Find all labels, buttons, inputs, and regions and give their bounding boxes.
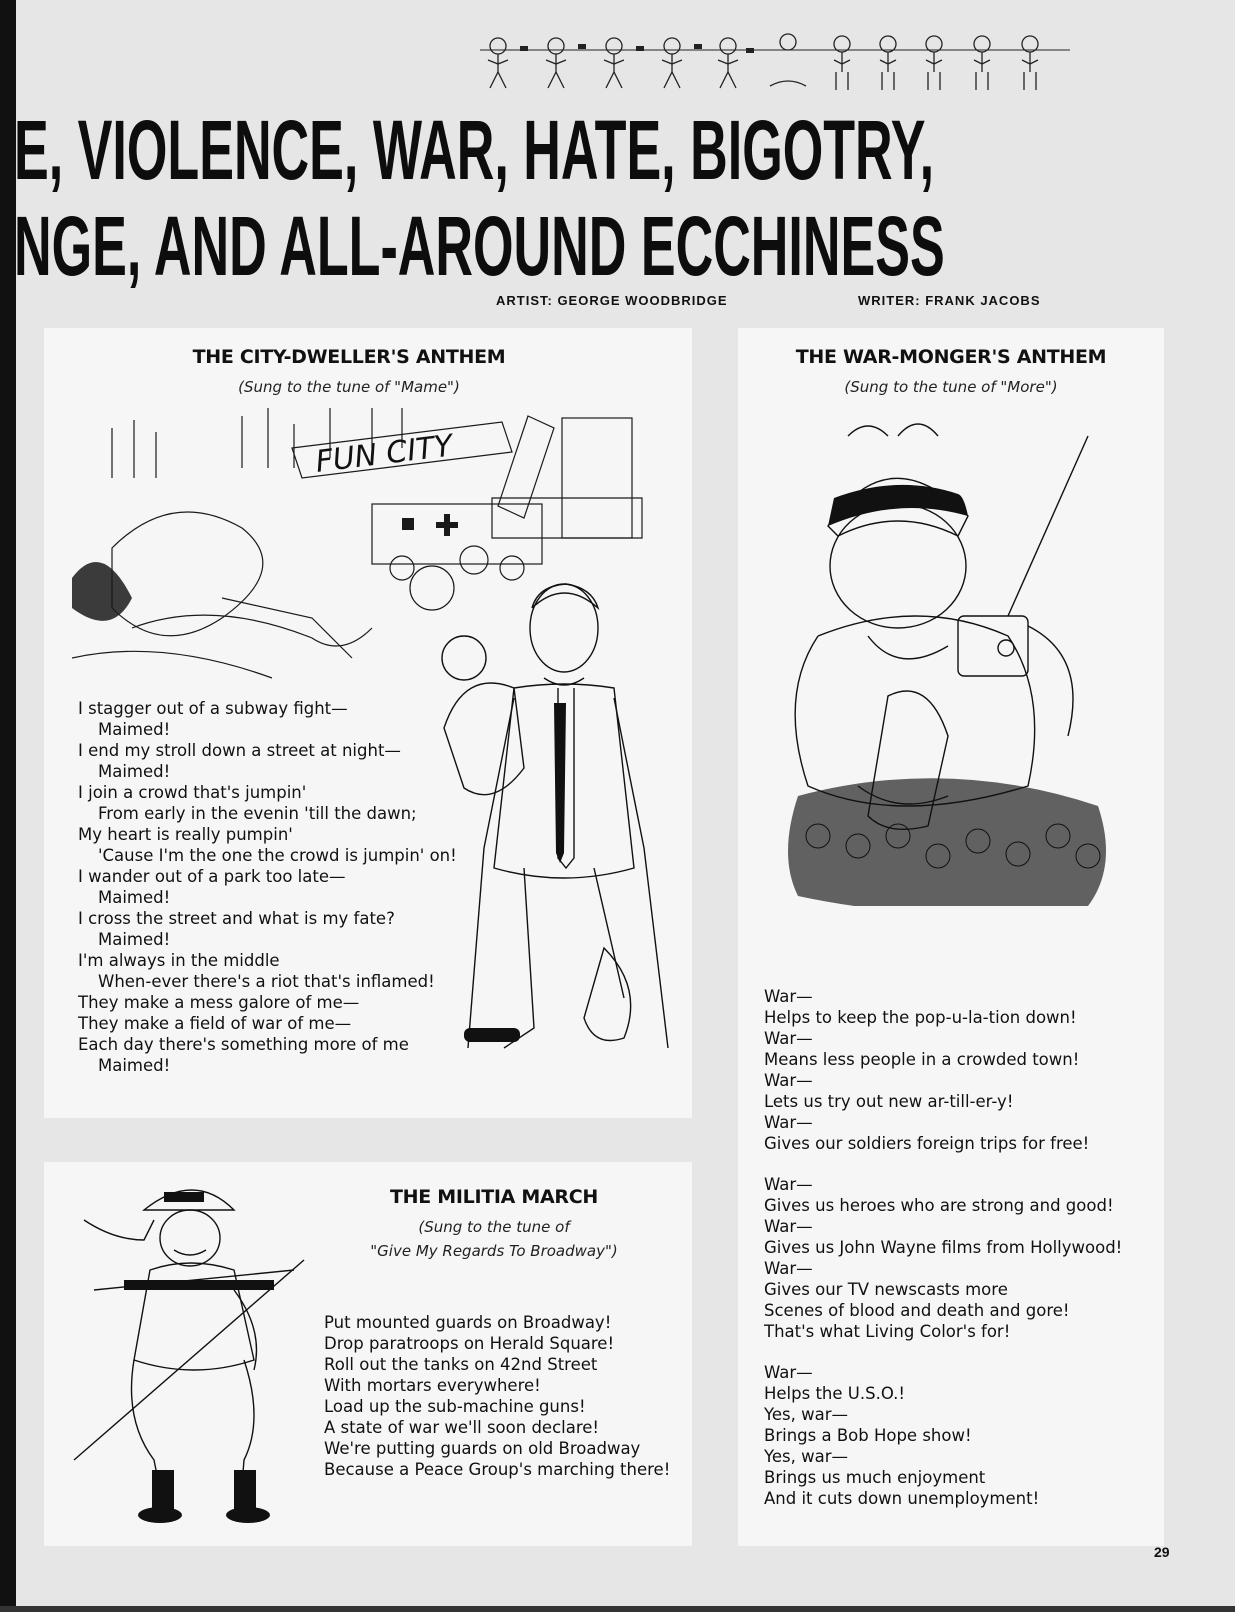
header-cartoon-strip: [470, 28, 1090, 98]
militia-song-title: THE MILITIA MARCH: [390, 1186, 598, 1208]
page-title-line-2: NGE, AND ALL-AROUND ECCHINESS: [14, 199, 945, 293]
lyric-line: War—: [764, 1113, 813, 1132]
lyric-line: I end my stroll down a street at night—: [78, 741, 401, 760]
city-song-title: THE CITY-DWELLER'S ANTHEM: [192, 346, 506, 368]
lyric-line: Gives our soldiers foreign trips for free!: [764, 1134, 1090, 1153]
war-lyrics: [764, 986, 1122, 1529]
page-number: 29: [1154, 1544, 1170, 1560]
lyric-line: Roll out the tanks on 42nd Street: [324, 1355, 598, 1374]
lyric-line: They make a field of war of me—: [78, 1014, 352, 1033]
lyric-line: Yes, war—: [764, 1405, 849, 1424]
city-dwellers-anthem-panel: [44, 328, 692, 1118]
lyric-line: Maimed!: [98, 888, 171, 907]
lyric-line: Means less people in a crowded town!: [764, 1050, 1080, 1069]
lyric-line: Maimed!: [98, 762, 171, 781]
war-mongers-anthem-panel: [738, 328, 1164, 1546]
city-song-tune: (Sung to the tune of "Mame"): [238, 378, 460, 396]
war-stanza-1: [764, 986, 1122, 1154]
lyric-line: War—: [764, 1217, 813, 1236]
page-bottom-edge: [0, 1606, 1235, 1612]
war-song-title: THE WAR-MONGER'S ANTHEM: [795, 346, 1107, 368]
fun-city-sign: FUN CITY: [313, 428, 455, 480]
lyric-line: I cross the street and what is my fate?: [78, 909, 395, 928]
militia-song-tune-line-2: "Give My Regards To Broadway"): [370, 1242, 618, 1260]
militia-soldier-illustration: [64, 1180, 314, 1530]
writer-credit: WRITER: FRANK JACOBS: [858, 293, 1041, 308]
lyric-line: War—: [764, 1363, 813, 1382]
lyric-line: War—: [764, 1175, 813, 1194]
lyric-line: We're putting guards on old Broadway: [324, 1439, 641, 1458]
lyric-line: And it cuts down unemployment!: [764, 1489, 1040, 1508]
war-song-tune: (Sung to the tune of "More"): [844, 378, 1058, 396]
lyric-line: My heart is really pumpin': [78, 825, 293, 844]
lyric-line: They make a mess galore of me—: [78, 993, 360, 1012]
lyric-line: Helps the U.S.O.!: [764, 1384, 905, 1403]
lyric-line: War—: [764, 1259, 813, 1278]
city-lyrics: [78, 698, 457, 1076]
lyric-line: Brings us much enjoyment: [764, 1468, 986, 1487]
militia-lyrics: [324, 1312, 670, 1480]
page-title-line-1: E, VIOLENCE, WAR, HATE, BIGOTRY,: [14, 103, 935, 197]
militia-song-tune-line-1: (Sung to the tune of: [418, 1218, 570, 1236]
lyric-line: War—: [764, 1071, 813, 1090]
lyric-line: Scenes of blood and death and gore!: [764, 1301, 1070, 1320]
war-monger-giant-illustration: [758, 416, 1138, 906]
lyric-line: War—: [764, 987, 813, 1006]
lyric-line: Maimed!: [98, 1056, 171, 1075]
lyric-line: I'm always in the middle: [78, 951, 280, 970]
lyric-line: Gives us heroes who are strong and good!: [764, 1196, 1114, 1215]
lyric-line: When-ever there's a riot that's inflamed!: [98, 972, 435, 991]
lyric-line: From early in the evenin 'till the dawn;: [98, 804, 417, 823]
artist-credit: ARTIST: GEORGE WOODBRIDGE: [496, 293, 728, 308]
lyric-line: That's what Living Color's for!: [764, 1322, 1011, 1341]
lyric-line: Load up the sub-machine guns!: [324, 1397, 586, 1416]
war-stanza-2: [764, 1174, 1122, 1342]
war-stanza-3: [764, 1362, 1122, 1509]
lyric-line: Drop paratroops on Herald Square!: [324, 1334, 615, 1353]
lyric-line: Brings a Bob Hope show!: [764, 1426, 972, 1445]
lyric-line: Because a Peace Group's marching there!: [324, 1460, 671, 1479]
lyric-line: Gives our TV newscasts more: [764, 1280, 1008, 1299]
lyric-line: Maimed!: [98, 930, 171, 949]
lyric-line: A state of war we'll soon declare!: [324, 1418, 600, 1437]
lyric-line: 'Cause I'm the one the crowd is jumpin' on!: [98, 846, 457, 865]
lyric-line: War—: [764, 1029, 813, 1048]
lyric-line: Put mounted guards on Broadway!: [324, 1313, 612, 1332]
lyric-line: Each day there's something more of me: [78, 1035, 409, 1054]
lyric-line: I stagger out of a subway fight—: [78, 699, 348, 718]
lyric-line: Gives us John Wayne films from Hollywood!: [764, 1238, 1123, 1257]
lyric-line: Lets us try out new ar-till-er-y!: [764, 1092, 1014, 1111]
lyric-line: I join a crowd that's jumpin': [78, 783, 307, 802]
militia-march-panel: [44, 1162, 692, 1546]
lyric-line: I wander out of a park too late—: [78, 867, 346, 886]
lyric-line: Helps to keep the pop-u-la-tion down!: [764, 1008, 1077, 1027]
lyric-line: Maimed!: [98, 720, 171, 739]
lyric-line: With mortars everywhere!: [324, 1376, 541, 1395]
lyric-line: Yes, war—: [764, 1447, 849, 1466]
